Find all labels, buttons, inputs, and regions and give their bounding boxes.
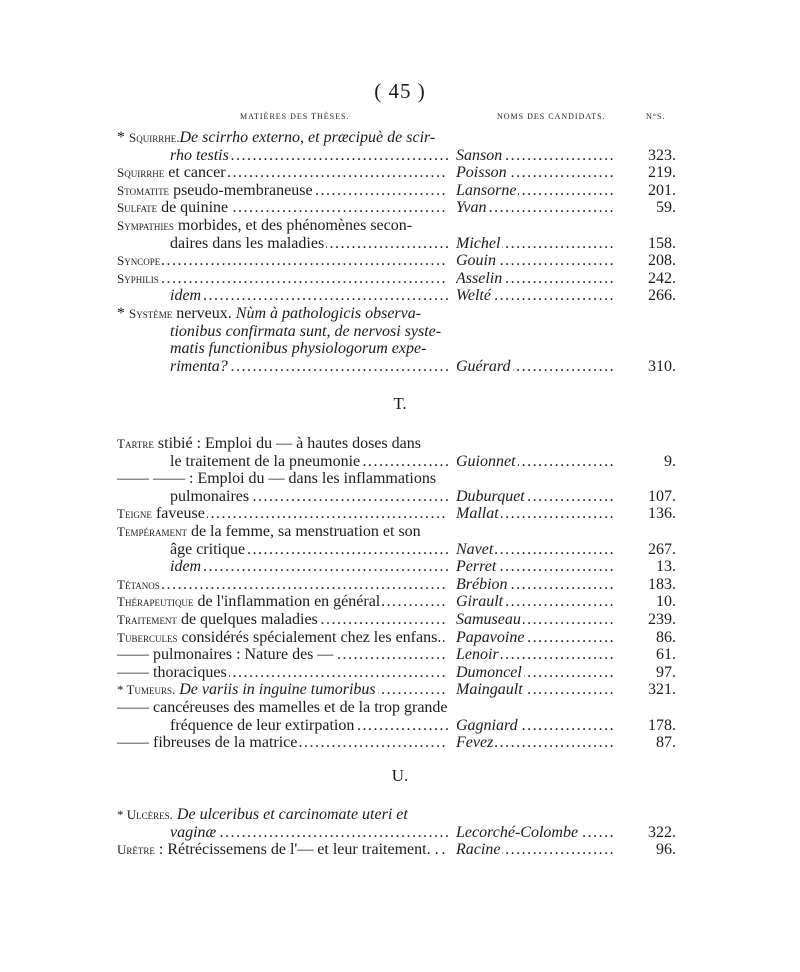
entry-text: [117, 681, 378, 698]
entry-text: [117, 217, 414, 234]
column-head-numbers: N°S.: [646, 112, 666, 121]
candidate-name: [456, 488, 626, 506]
entry-body: daires dans les maladies: [170, 234, 325, 252]
entry-body: De variis in inguine tumoribus: [175, 681, 376, 699]
thesis-number: 321.: [616, 681, 676, 699]
thesis-number: 322.: [616, 824, 676, 842]
entry-body: et cancer: [164, 164, 226, 182]
candidate-name: [456, 681, 626, 699]
candidate-name-text: Perret: [456, 558, 497, 576]
entry-text: [117, 699, 448, 716]
thesis-number: 201.: [616, 182, 676, 200]
entry-text: [117, 576, 162, 593]
entry-line: [117, 182, 448, 200]
page-number: ( 45 ): [374, 79, 426, 103]
entry-text: [117, 664, 229, 681]
column-head-subjects: MATIÈRES DES THÈSES.: [240, 112, 350, 121]
entry-line: [170, 287, 448, 305]
entry-line: [170, 558, 448, 576]
entry-text: [170, 558, 203, 575]
entry-line: [117, 217, 448, 235]
entry-line: [117, 252, 448, 270]
entry-text: [170, 147, 231, 164]
entry-line: [170, 340, 448, 358]
entry-headword: Tempérament: [117, 524, 187, 539]
entry-text: [117, 470, 438, 487]
candidate-name-text: Mallat: [456, 505, 499, 523]
entry-headword: Urètre: [117, 842, 155, 858]
candidate-name: [456, 629, 626, 647]
entry-line: [117, 199, 448, 217]
entry-headword: Tubercules: [117, 629, 178, 645]
candidate-name: [456, 558, 626, 576]
candidate-name: [456, 199, 626, 217]
entry-line: [117, 270, 448, 288]
entry-body: faveuse: [151, 505, 205, 523]
entry-text: [170, 235, 326, 252]
entry-text: [117, 505, 207, 522]
entry-body: âge critique: [170, 540, 246, 558]
candidate-name: [456, 287, 626, 305]
entry-line: [117, 611, 448, 629]
candidate-name: [456, 664, 626, 682]
candidate-name-text: Fevez: [456, 734, 494, 752]
candidate-name-text: Asselin: [456, 269, 503, 287]
candidate-name: [456, 505, 626, 523]
entry-line: [117, 734, 448, 752]
entry-text: [170, 824, 218, 841]
entry-headword: Syphilis: [117, 270, 159, 286]
candidate-name: [456, 841, 626, 859]
entry-body: : Rétrécissemens de l'— et leur traitement. .: [154, 841, 439, 859]
entry-line: [117, 646, 448, 664]
entry-headword: Traitement: [117, 612, 177, 627]
thesis-number: 267.: [616, 541, 676, 559]
thesis-number: 10.: [616, 593, 676, 611]
candidate-name-text: Brébion: [456, 575, 508, 593]
entry-text: [117, 182, 315, 199]
candidate-name: [456, 541, 626, 559]
thesis-number: 183.: [616, 576, 676, 594]
entry-line: [170, 323, 448, 341]
entry-text: [170, 358, 230, 375]
candidate-name-text: Lecorché-Colombe: [456, 823, 579, 841]
entry-text: [117, 593, 382, 610]
entry-body: de l'inflammation en général: [193, 593, 381, 611]
entry-text: [117, 305, 423, 322]
entry-body: —— thoraciques: [117, 663, 227, 681]
candidate-name-text: Girault: [456, 593, 504, 611]
candidate-name-text: Maingault: [456, 681, 523, 699]
asterisk: *: [117, 129, 129, 146]
entry-body: le traitement de la pneumonie: [170, 452, 361, 470]
thesis-number: 13.: [616, 558, 676, 576]
letter-heading-t: T.: [393, 394, 407, 413]
thesis-number: 107.: [616, 488, 676, 506]
entry-body: nerveux. Nùm à pathologicis observa-: [172, 305, 422, 322]
entry-line: [170, 147, 448, 165]
thesis-number: 266.: [616, 287, 676, 305]
candidate-name-text: Racine: [456, 841, 501, 859]
entry-line: [117, 505, 448, 523]
entry-body: de quelques maladies: [176, 611, 318, 628]
thesis-number: 208.: [616, 252, 676, 270]
candidate-name-text: Yvan: [456, 199, 487, 217]
entry-body: —— cancéreuses des mamelles et de la trop grande: [117, 699, 448, 716]
entry-body: tionibus confirmata sunt, de nervosi syste-: [170, 322, 442, 340]
thesis-number: 97.: [616, 664, 676, 682]
entry-body: fréquence de leur extirpation: [170, 716, 355, 734]
candidate-name-text: Michel: [456, 234, 501, 252]
candidate-name-text: Poisson: [456, 164, 507, 182]
entry-text: [117, 270, 161, 287]
candidate-name-text: Lansorne: [456, 181, 517, 199]
entry-body: matis functionibus physiologorum expe-: [170, 340, 427, 358]
entry-headword: Squirrhe: [117, 165, 165, 181]
entry-body: —— —— : Emploi du — dans les inflammations: [117, 470, 437, 488]
candidate-name-text: Guionnet: [456, 452, 516, 470]
candidate-name-text: Gouin: [456, 252, 496, 270]
letter-heading-u: U.: [391, 766, 409, 785]
entry-text: [117, 806, 410, 823]
thesis-number: 87.: [616, 734, 676, 752]
entry-line: [117, 681, 448, 699]
entry-line: [117, 576, 448, 594]
entry-text: [117, 435, 423, 452]
entry-body: idem: [170, 558, 202, 576]
entry-text: [117, 523, 423, 540]
entry-text: [117, 841, 441, 858]
entry-body: considérés spécialement chez les enfans.: [177, 628, 442, 646]
entry-line: [117, 664, 448, 682]
entry-body: pseudo-membraneuse: [169, 181, 313, 199]
entry-text: [117, 199, 230, 216]
candidate-name-text: Welté: [456, 287, 491, 305]
entry-line: [117, 164, 448, 182]
candidate-name: [456, 576, 626, 594]
candidate-name: [456, 182, 626, 200]
entry-line: [117, 435, 448, 453]
entry-line: [170, 235, 448, 253]
candidate-name: [456, 611, 626, 629]
entry-line: [117, 699, 448, 717]
candidate-name-text: Samuseau: [456, 611, 521, 628]
thesis-number: 9.: [616, 453, 676, 471]
entry-body: pulmonaires: [170, 487, 250, 505]
candidate-name: [456, 734, 626, 752]
column-head-candidates: NOMS DES CANDIDATS.: [497, 112, 606, 121]
entry-headword: Syncope: [117, 253, 161, 269]
entry-line: [117, 129, 448, 147]
candidate-name: [456, 270, 626, 288]
entry-headword: Sympathies: [117, 218, 174, 233]
entry-headword: Teigne: [117, 506, 152, 522]
entry-line: [117, 523, 448, 541]
entry-line: [117, 841, 448, 859]
entry-line: [170, 488, 448, 506]
entry-text: [170, 287, 203, 304]
entry-text: [117, 646, 335, 663]
thesis-number: 59.: [616, 199, 676, 217]
candidate-name: [456, 453, 626, 471]
thesis-number: 310.: [616, 358, 676, 376]
candidate-name-text: Duburquet: [456, 487, 525, 505]
candidate-name: [456, 252, 626, 270]
entry-line: [170, 824, 448, 842]
candidate-name: [456, 164, 626, 182]
entry-headword: Système: [129, 306, 173, 321]
entry-body: —— fibreuses de la matrice: [117, 734, 298, 752]
entry-text: [117, 164, 228, 181]
entry-headword: Sulfate: [117, 200, 158, 216]
candidate-name: [456, 646, 626, 664]
entry-text: [117, 629, 443, 646]
candidate-name-text: Sanson: [456, 146, 503, 164]
candidate-name-text: Dumoncel: [456, 663, 522, 681]
entry-body: idem: [170, 287, 202, 305]
thesis-number: 219.: [616, 164, 676, 182]
entry-body: rho testis: [170, 146, 229, 164]
entry-line: [117, 629, 448, 647]
thesis-number: 178.: [616, 717, 676, 735]
entry-line: [170, 717, 448, 735]
entry-headword: * Ulcères.: [117, 807, 173, 822]
candidate-name: [456, 824, 626, 842]
entry-body: vaginæ: [170, 823, 217, 841]
entry-text: [170, 541, 247, 558]
entry-text: [117, 734, 299, 751]
entry-line: [170, 358, 448, 376]
entry-text: [170, 717, 356, 734]
entry-headword: Tétanos: [117, 576, 160, 592]
thesis-number: 158.: [616, 235, 676, 253]
entry-text: [170, 488, 251, 505]
asterisk: *: [117, 305, 129, 322]
entry-line: [117, 470, 448, 488]
entry-headword: Squirrhe.: [129, 130, 180, 145]
entry-headword: Stomatite: [117, 182, 170, 198]
entry-body: rimenta?: [170, 357, 228, 375]
thesis-number: 323.: [616, 147, 676, 165]
candidate-name: [456, 717, 626, 735]
candidate-name-text: Navet: [456, 540, 494, 558]
entry-line: [170, 541, 448, 559]
candidate-name-text: Papavoine: [456, 628, 525, 646]
entry-body: De scirrho externo, et præcipuè de scir-: [179, 129, 436, 146]
thesis-number: 239.: [616, 611, 676, 629]
entry-text: [170, 340, 428, 357]
candidate-name: [456, 358, 626, 376]
entry-line: [170, 453, 448, 471]
candidate-name: [456, 235, 626, 253]
candidate-name: [456, 147, 626, 165]
entry-headword: Tartre: [117, 436, 154, 451]
entry-text: [117, 611, 320, 628]
thesis-number: 86.: [616, 629, 676, 647]
entry-headword: * Tumeurs.: [117, 682, 176, 698]
entry-body: de quinine: [157, 199, 229, 217]
entry-text: [117, 252, 162, 269]
entry-body: de la femme, sa menstruation et son: [186, 523, 421, 540]
entry-text: [170, 323, 443, 340]
entry-body: stibié : Emploi du — à hautes doses dans: [153, 435, 421, 452]
thesis-number: 96.: [616, 841, 676, 859]
candidate-name: [456, 593, 626, 611]
entry-body: De ulceribus et carcinomate uteri et: [172, 806, 408, 823]
entry-body: —— pulmonaires : Nature des —: [117, 646, 334, 664]
thesis-number: 242.: [616, 270, 676, 288]
candidate-name-text: Lenoir: [456, 646, 499, 664]
entry-text: [117, 129, 437, 146]
candidate-name-text: Guérard: [456, 357, 511, 375]
entry-line: [117, 806, 448, 824]
thesis-number: 136.: [616, 505, 676, 523]
entry-headword: Thérapeutique: [117, 594, 194, 610]
entry-text: [170, 453, 362, 470]
entry-line: [117, 305, 448, 323]
entry-line: [117, 593, 448, 611]
candidate-name-text: Gagniard: [456, 716, 518, 734]
thesis-number: 61.: [616, 646, 676, 664]
entry-body: morbides, et des phénomènes secon-: [173, 217, 413, 234]
